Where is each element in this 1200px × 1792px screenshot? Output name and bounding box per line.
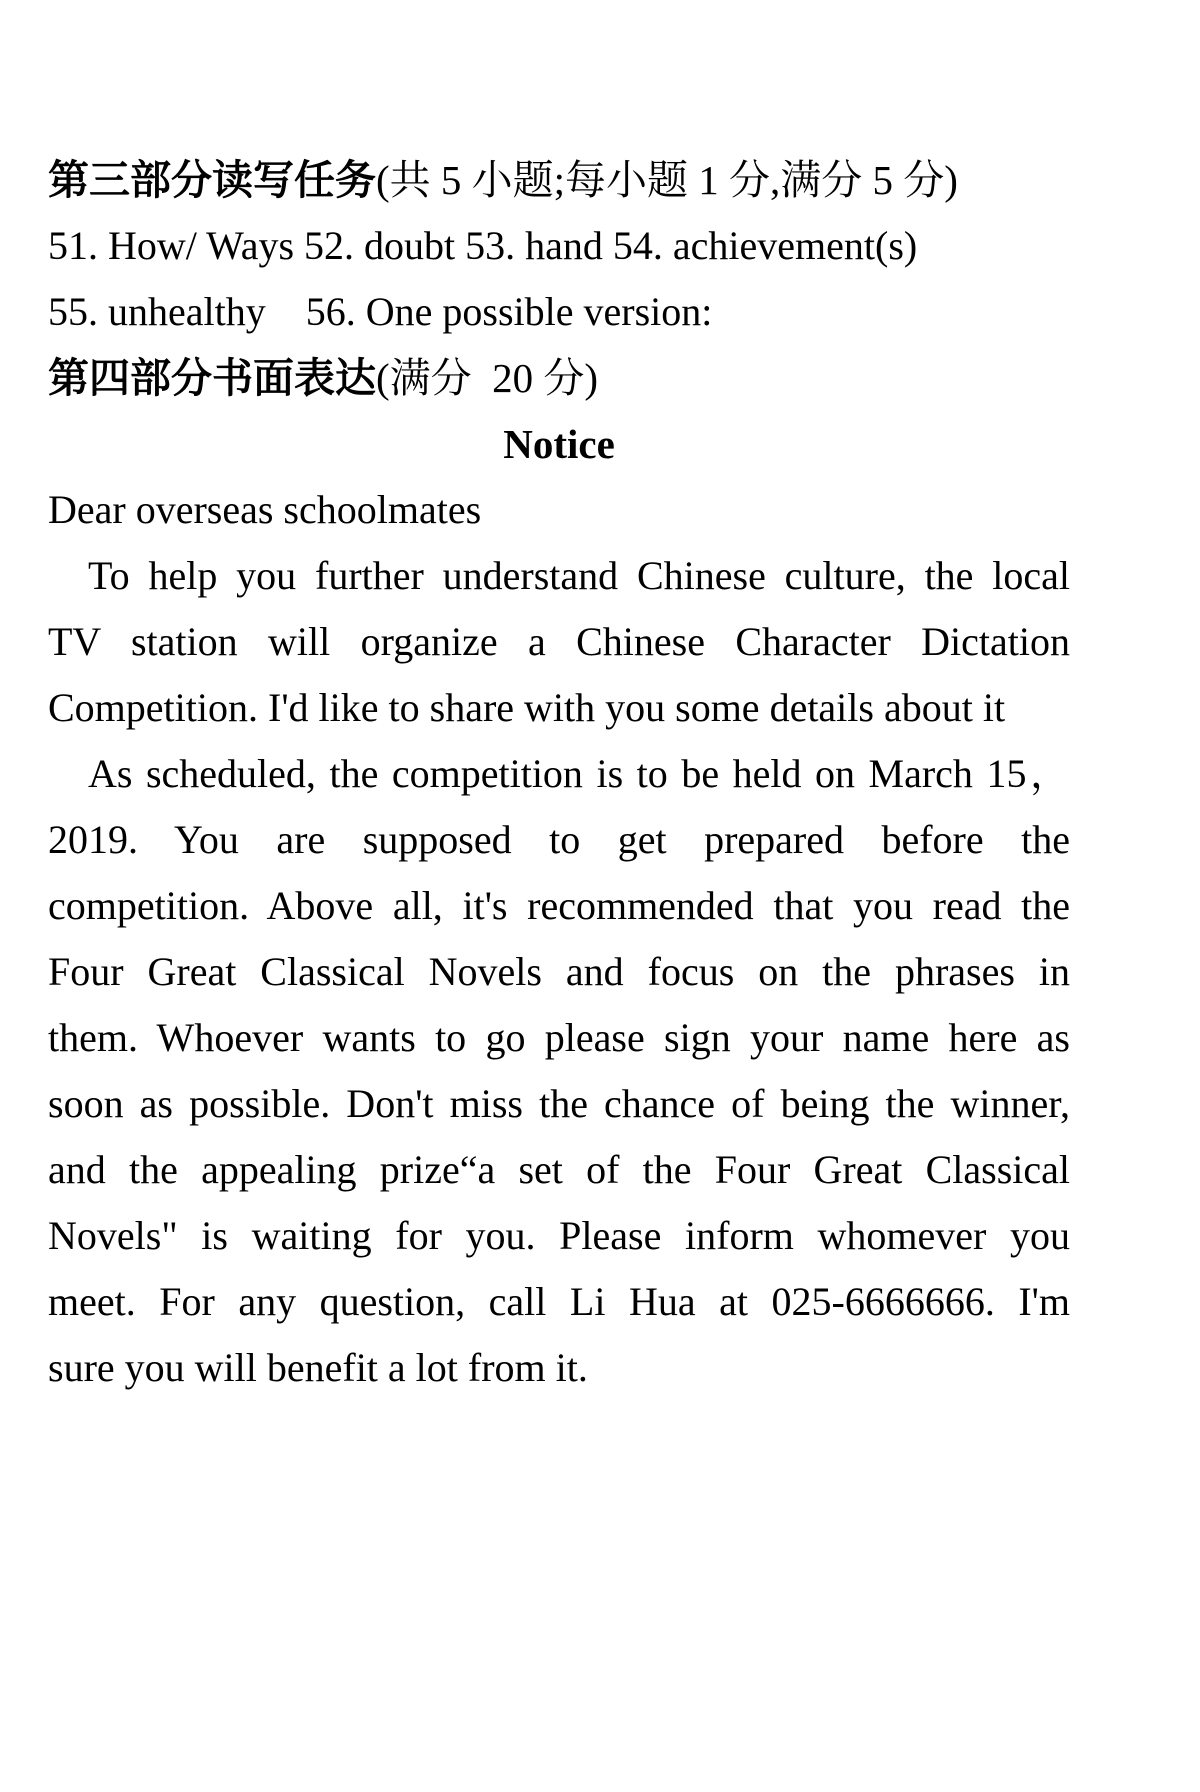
notice-p2-line-8: Novels" is waiting for you. Please inform whomever you xyxy=(48,1213,1070,1258)
answers-line-51-54: 51. How/ Ways 52. doubt 53. hand 54. achievement(s) xyxy=(48,223,918,268)
section4-heading xyxy=(48,345,1070,411)
notice-salutation: Dear overseas schoolmates xyxy=(48,487,482,532)
notice-p2-line-7: and the appealing prize“a set of the Four Great Classical xyxy=(48,1147,1070,1192)
notice-p2-line-6: soon as possible. Don't miss the chance of being the winner, xyxy=(48,1081,1070,1126)
document-content xyxy=(48,147,1070,1401)
notice-p2-line-5: them. Whoever wants to go please sign your name here as xyxy=(48,1015,1070,1060)
notice-p2-line-9: meet. For any question, call Li Hua at 025-6666666. I'm xyxy=(48,1279,1070,1324)
section3-heading-score-note: (共 5 小题;每小题 1 分,满分 5 分) xyxy=(376,157,958,203)
section4-heading-score-note: (满分 20 分) xyxy=(376,355,599,401)
section3-heading xyxy=(48,147,1070,213)
section4-heading-title: 第四部分书面表达 xyxy=(48,355,376,401)
notice-p2-line-3: competition. Above all, it's recommended that you read the xyxy=(48,883,1070,928)
notice-p2-line-2: 2019. You are supposed to get prepared before the xyxy=(48,817,1070,862)
answers-line-55-56: 55. unhealthy 56. One possible version: xyxy=(48,289,713,334)
notice-p2-line-10: sure you will benefit a lot from it. xyxy=(48,1345,588,1390)
section3-heading-title: 第三部分读写任务 xyxy=(48,157,376,203)
notice-p1-line-3: Competition. I'd like to share with you some details about it xyxy=(48,685,1006,730)
notice-title: Notice xyxy=(503,421,615,467)
notice-p2-line-1: As scheduled, the competition is to be held on March 15， xyxy=(88,751,1070,796)
notice-p1-line-2: TV station will organize a Chinese Character Dictation xyxy=(48,619,1070,664)
notice-p2-line-4: Four Great Classical Novels and focus on the phrases in xyxy=(48,949,1070,994)
notice-p1-line-1: To help you further understand Chinese culture, the local xyxy=(88,553,1070,598)
